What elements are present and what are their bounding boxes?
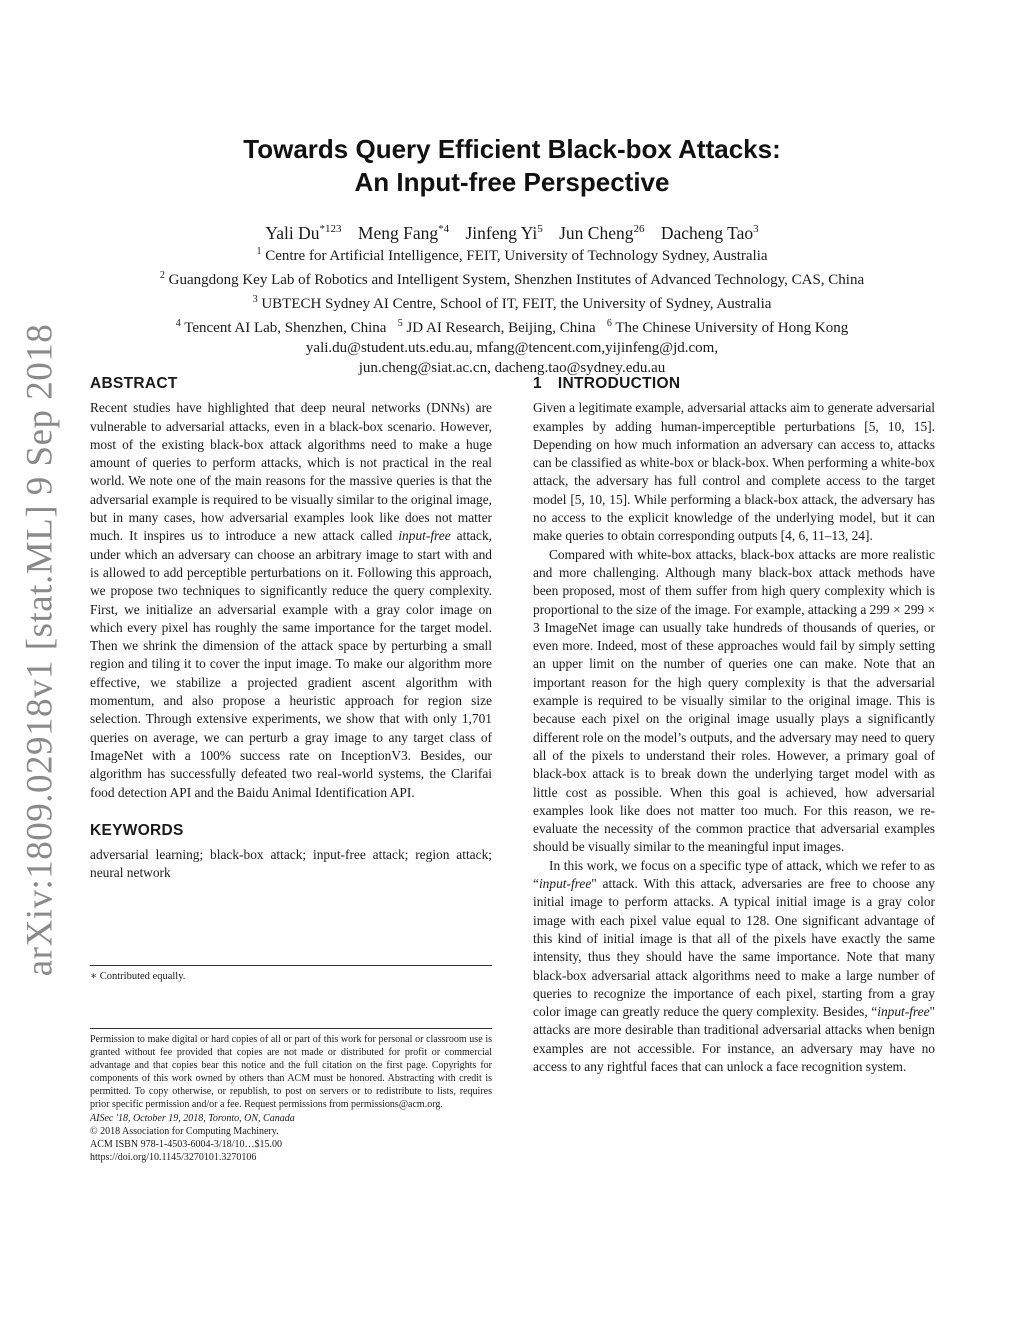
emails-line-1: yali.du@student.uts.edu.au, mfang@tencent.com,yijinfeng@jd.com, bbox=[305, 340, 719, 356]
footnote: ∗ Contributed equally. bbox=[90, 971, 186, 982]
keywords-heading: KEYWORDS bbox=[90, 821, 184, 839]
left-column bbox=[90, 375, 492, 883]
author: Yali Du$^{*123}$ bbox=[265, 222, 342, 243]
author-list bbox=[0, 218, 1024, 244]
permission-text: Permission to make digital or hard copies of all or part of this work for personal or classroom use is granted without fee provided that copies are not made or distributed for profit or commercial advantage and that copies bear this notice and the full citation on the first page. Copyrights for components of this work owned by others than ACM must be honored. Abstracting with credit is permitted. To copy otherwise, or republish, to post on servers or to redistribute to lists, requires prior specific permission and/or a fee. Request permissions from permissions@acm.org. bbox=[90, 1034, 492, 1111]
keywords-text: adversarial learning; black-box attack; input-free attack; region attack; neural network bbox=[90, 847, 492, 881]
permission-rule bbox=[90, 1028, 492, 1029]
abstract-text: Recent studies have highlighted that deep neural networks (DNNs) are vulnerable to adversarial attacks, even in a black-box scenario. However, most of the existing black-box attack algorithms need to make a huge amount of queries to perform attacks, which is not practical in the real world. We note one of the main reasons for the massive queries is that the adversarial example is required to be visually similar to the original image, but in many cases, how adversarial examples look like does not matter much. It inspires us to introduce a new attack called input-free attack, under which an adversary can choose an arbitrary image to start with and is allowed to add perceptible perturbations on it. Following this approach, we propose two techniques to significantly reduce the query complexity. First, we initialize an adversarial example with a gray color image on which every pixel has roughly the same importance for the target model. Then we shrink the dimension of the attack space by perturbing a small region and tiling it to cover the input image. To make our algorithm more effective, we stabilize a projected gradient ascent algorithm with momentum, and also propose a heuristic approach for region size selection. Through extensive experiments, we show that with only 1,701 queries on average, we can perturb a gray image to any target class of ImageNet with a 100% success rate on InceptionV3. Besides, our algorithm has successfully defeated two real-world systems, the Clarifai food detection API and the Baidu Animal Identification API. bbox=[90, 400, 492, 800]
author: Dacheng Tao$^3$ bbox=[660, 222, 759, 243]
emails-line-2: jun.cheng@siat.ac.cn, dacheng.tao@sydney.edu.au bbox=[358, 360, 666, 376]
affiliations bbox=[0, 242, 1024, 378]
venue: AISec '18, October 19, 2018, Toronto, ON, Canada bbox=[90, 1112, 295, 1124]
title-line-1: Towards Query Efficient Black-box Attacks: bbox=[243, 134, 781, 164]
affiliation-1: $^1$ Centre for Artificial Intelligence, FEIT, University of Technology Sydney, Australia bbox=[256, 246, 768, 264]
copyright: © 2018 Association for Computing Machinery. bbox=[90, 1125, 279, 1137]
abstract-heading: ABSTRACT bbox=[90, 375, 178, 392]
intro-paragraph-2: Compared with white-box attacks, black-box attacks are more realistic and more challenging. Although many black-box attack methods have been proposed, most of them suffer from high query complexity which is proportional to the size of the image. For example, attacking a 299 × 299 × 3 ImageNet image can usually take hundreds of thousands of queries, or even more. Indeed, most of these approaches would fail by simply setting an upper limit on the number of queries one can make. Note that an important reason for the high query complexity is that the adversarial example is required to be visually similar to the original image. This is because each pixel on the original image usually plays a significantly different role on the model’s outputs, and the adversary may need to query all of the pixels to understand their roles. However, a primary goal of black-box attack is to break down the underlying target model with as little cost as possible. When this goal is achieved, how adversarial examples look like does not matter too much. For this reason, we re-evaluate the necessity of the common practice that adversarial examples should be visually similar to the meaningful input images. bbox=[533, 546, 935, 855]
right-column bbox=[533, 375, 935, 1076]
affiliation-2: $^2$ Guangdong Key Lab of Robotics and Intelligent System, Shenzhen Institutes of Advanced Technology, CAS, China bbox=[159, 270, 865, 288]
affiliation-3: $^3$ UBTECH Sydney AI Centre, School of IT, FEIT, the University of Sydney, Australia bbox=[252, 294, 772, 312]
author: Meng Fang$^{*4}$ bbox=[357, 222, 450, 243]
arxiv-stamp: arXiv:1809.02918v1 [stat.ML] 9 Sep 2018 bbox=[19, 323, 61, 977]
intro-paragraph-3: In this work, we focus on a specific type of attack, which we refer to as “input-free" attack. With this attack, adversaries are free to choose any initial image to perform attacks. A typical initial image is a gray color image with each pixel value equal to 128. One significant advantage of this kind of initial image is that all of the pixels have exactly the same intensity, thus they should have the same importance. Note that many black-box adversarial attack algorithms need to make a large number of queries to recognize the importance of each pixel, starting from a gray color image can greatly reduce the query complexity. Besides, “input-free" attacks are more desirable than traditional adversarial attacks when benign examples are not accessible. For instance, an adversary may have no access to any rightful faces that can unlock a face recognition system. bbox=[533, 857, 935, 1074]
footnote-rule bbox=[90, 965, 492, 966]
intro-paragraph-1: Given a legitimate example, adversarial attacks aim to generate adversarial examples by adding human-imperceptible perturbations [5, 10, 15]. Depending on how much information an adversary can access to, attacks can be classified as white-box or black-box. When performing a white-box attack, the adversary has full control and complete access to the target model [5, 10, 15]. While performing a black-box attack, the adversary has no access to the explicit knowledge of the underlying model, but it can make queries to obtain corresponding outputs [4, 6, 11–13, 24]. bbox=[533, 400, 935, 544]
title-line-2: An Input-free Perspective bbox=[354, 167, 670, 197]
permission-block bbox=[90, 1033, 492, 1164]
isbn: ACM ISBN 978-1-4503-6004-3/18/10…$15.00 bbox=[90, 1138, 282, 1150]
author: Jinfeng Yi$^5$ bbox=[465, 222, 543, 243]
introduction-heading: 1 INTRODUCTION bbox=[533, 375, 681, 392]
doi-link[interactable]: https://doi.org/10.1145/3270101.3270106 bbox=[90, 1151, 257, 1163]
affiliation-4-5-6: $^4$ Tencent AI Lab, Shenzhen, China $^5$ JD AI Research, Beijing, China $^6$ The Chinese University of Hong Kong bbox=[175, 318, 849, 336]
author: Jun Cheng$^{26}$ bbox=[559, 222, 645, 243]
paper-title bbox=[0, 133, 1024, 199]
